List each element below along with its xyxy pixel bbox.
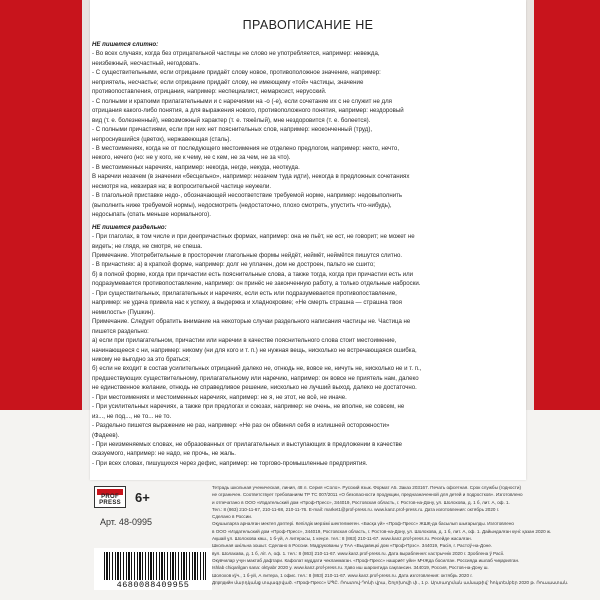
rule-line: противопоставления, отрицания, например: неспециалист, немарксист, неруcский. xyxy=(92,88,327,96)
barcode xyxy=(94,548,212,590)
rule-line: - При глаголах, в том числе и при деепричастных формах, например: она не пьёт, не ест, не говорит; не может не xyxy=(92,233,415,241)
rule-line: непроснувшийся (цветок), нержавеющая (сталь). xyxy=(92,135,232,143)
section-together-text xyxy=(92,49,524,219)
info-line: Тел.: 8 (863) 210-11-67, 210-11-68, 210-11-76. E-mail: market1@prof-press.ru. www.kanz.prof-press.ru. Дата изготовления: октябрь 2020 г. xyxy=(212,506,500,512)
red-cover-band-left xyxy=(0,0,82,410)
barcode-number: 4680088409955 xyxy=(116,580,190,590)
info-line: Ishlab chiqarilgan sana: oktyabr 2020 y. www.kanz.prof-press.ru. Ҳаво иш шароитида сақлансин. 344019, Россия, Ростов-на-Дону ш. xyxy=(212,565,489,571)
rule-line: немилость» (Пушкин). xyxy=(92,308,155,316)
rule-line: - При всех словах, пишущихся через дефис, например: не торгово-промышленные предприятия. xyxy=(92,459,368,467)
rule-line: - Во всех случаях, когда без отрицательной частицы не слово не употребляется, например: невежда, xyxy=(92,50,380,58)
rule-line: (выполнить ниже требуемой нормы), недосмотреть (недостаточно, плохо смотреть, упустить что-нибудь), xyxy=(92,201,392,209)
rule-line: например: не удача привела нас к успеху, а выдержка и хладнокровие; «Не смерть страшна — страшна твоя xyxy=(92,299,402,307)
rule-line: - В местоименных наречиях, например: некогда, негде, некуда, неоткуда. xyxy=(92,163,300,171)
info-line: Школьная шкільна зошыт. Сделано в России. Мадрукованы у ТАА «Выдавецкі дом «Проф-Прэс». 344019, Расія, г. Растоў-на-Доне. xyxy=(212,543,493,549)
manufacturer-info xyxy=(212,484,597,586)
rules-content xyxy=(90,40,526,468)
rule-line: - В причастиях: а) в краткой форме, например: долг не уплачен, дом не достроен, пальто не сшито; xyxy=(92,261,375,269)
rule-line: вид (т. е. болезненный), невозможный характер (т. е. тяжёлый), мне нездоровится (т. е. болеется). xyxy=(92,116,371,124)
rule-line: - С существительными, если отрицание придаёт слову новое, противоположное значение, например: xyxy=(92,69,381,77)
rule-line: отрицания какого-либо понятия, а для выражения нового, противоположного понятия, например: нездоровый xyxy=(92,107,404,115)
rule-line: некого, нечего (но: не у кого, не к чему, не с кем, не за чем, не за что). xyxy=(92,154,291,162)
rule-line: - С полными причастиями, если при них нет пояснительных слов, например: неоконченный (труд), xyxy=(92,126,373,134)
rule-line: начинающееся с ни, например: никому (ни для кого и т. п.) не нужная вещь, нисколько не встречающаяся ошибка, xyxy=(92,346,417,354)
rule-line: - Раздельно пишется выражение не раз, например: «Не раз он обвинял себя в излишней осторожности» xyxy=(92,422,390,430)
rule-line: - При существительных, прилагательных и наречиях, если есть или подразумевается противопоставление, xyxy=(92,289,397,297)
rule-line: недосыпать (спать меньше нормального). xyxy=(92,211,211,219)
rule-line: - При усилительных наречиях, а также при предлогах и союзах, например: не очень, не вполне, не совсем, не xyxy=(92,403,405,411)
rule-line: б) если не входит в состав усилительных отрицаний далеко не, отнюдь не, вовсе не, ничуть не, нисколько не и т. п., xyxy=(92,365,422,373)
info-line: Окувчилар учун мактаб дафтари. Кафолат муддати чекланмаган. «Проф-Пресс» нашриёт уйи» МЧЖда босилган. Россияда ишлаб чиқарилган. xyxy=(212,557,520,563)
barcode-bars xyxy=(104,552,206,580)
rule-line: (Фадеев). xyxy=(92,431,120,439)
rule-line: - В глагольной приставке недо-, обозначающей несоответствие требуемой норме, например: недовыполнить xyxy=(92,192,403,200)
section-separate-text xyxy=(92,232,524,468)
rule-line: никому не выгодно за это браться; xyxy=(92,355,191,363)
section-heading-together: НЕ пишется слитно: xyxy=(92,41,159,48)
info-line: не ограничен. Соответствует требованиям ТР ТС 007/2011 «О безопасности продукции, предназначенной для детей и подростков». Изготовлено xyxy=(212,492,523,498)
rule-line: Примечание. Употребительные в просторечии глагольные формы нейдёт, неймёт, неймётся пишутся слитно. xyxy=(92,251,403,259)
back-cover-info xyxy=(90,482,600,600)
rule-line: видеть; не глядя, не смотря, не спеша. xyxy=(92,242,203,250)
section-heading-separate: НЕ пишется раздельно: xyxy=(92,223,167,231)
info-line: и отпечатано в ООО «Издательский дом «Проф-Пресс», 344019, Ростовская область, г. Ростов-на-Дону, ул. Шолохова, д. 1 б, лит. А, оф. 1. xyxy=(212,499,510,505)
rule-line: б) в полной форме, когда при причастии есть пояснительные слова, а также тогда, когда при причастии есть или xyxy=(92,270,414,278)
rule-line: из..., не под..., не то... не то. xyxy=(92,412,172,420)
logo-text: PROF PRESS xyxy=(99,494,121,506)
rule-line: - При неизменяемых словах, не образованных от прилагательных и выступающих в предложении в качестве xyxy=(92,441,403,449)
rule-line: не единственное желание, отнюдь не справедливое решение, нисколько не лучший выход, далеко не достаточно. xyxy=(92,384,417,392)
rule-line: - При местоимениях и местоименных наречиях, например: не я, не этот, не всё, не иначе. xyxy=(92,393,347,401)
info-line: Ақшай ұл. Шолохова көш., 1 б-үй, А литерасы, 1 кеңсе. тел.: 8 (863) 210-11-67. www.kanz.prof-press.ru. Ресейде жасалған. xyxy=(212,536,472,542)
rule-line: несмотря на, невзирая на; в вопросительной частице неужели. xyxy=(92,182,272,190)
info-line: Оқушыларға арналған мектеп дәптері. Кепілдік мерзімі шектелмеген. «Басқа үй» «Проф-Пресс» ЖШҚ-да басылып шығарылды. Изготовлено xyxy=(212,521,514,527)
page-title: ПРАВОПИСАНИЕ НЕ xyxy=(242,18,374,32)
red-cover-band-right xyxy=(534,0,600,410)
rule-line: подразумевается противопоставление, например: он принёс не законченную работу, а только отдельные наброски. xyxy=(92,280,421,288)
rule-line: предшествующих существительному, прилагательному или наречию, например: он вовсе не приятель нам, далеко xyxy=(92,374,419,382)
rule-line: сказуемого, например: не надо, не прочь, не жаль. xyxy=(92,450,236,458)
article-number: Арт. 48-0995 xyxy=(100,517,152,527)
info-line: Тетрадь школьная ученическая, линия, 48 л. Серия «Соло». Русский язык. Формат А5. Заказ 203167. Печать офсетная. Срок службы (годности) xyxy=(212,485,521,490)
publisher-logo xyxy=(94,486,126,508)
info-line: вул. Шолахава, д. 1 б, літ. А, оф. 1. тел.: 8 (863) 210-11-67. www.kanz.prof-press.ru. Дата выраблення: кастрычнік 2020 г. Зроблена ў Расіі. xyxy=(212,550,505,556)
rule-line: а) если при прилагательном, причастии или наречии в качестве пояснительного слова стоит местоимение, xyxy=(92,337,397,345)
rule-line: В наречии незачем (в значении «бесцельно», например: незачем туда идти), некогда в предложных сочетаниях xyxy=(92,173,410,181)
rule-line: неизбежный, несчастный, негодовать. xyxy=(92,59,201,67)
info-line: Шолохов кўч., 1 б-уй, А литера, 1 офис. тел.: 8 (863) 210-11-67. www.kanz.prof-press.ru. Дата изготовления: октябрь 2020 г. xyxy=(212,572,473,578)
rule-line: - В местоимениях, когда не от последующего местоимения не отделено предлогом, например: некто, нечто, xyxy=(92,144,400,152)
info-line: в ООО «Издательский дом «Проф-Пресс», 344019, Ростовская область, г. Ростов-на-Дону, ул. Шолохова, д. 1 б, лит. А, оф. 1. Дайындалған күні: қазан 2020 ж. xyxy=(212,528,552,534)
rules-panel xyxy=(90,0,526,480)
info-line: Дпрпдийн մարդկանց տպագրված. «Проф-Пресс» ՍՊԸ. Ռոստով-Դոնի վրա, Շոլոխովի փ., 1 բ. Արտադրման ամսաթիվ՝ հոկտեմբեր 2020 թ. Ռուսաստան. xyxy=(212,579,569,585)
rule-line: Примечание. Следует обратить внимание на некоторые случаи раздельного написания частицы не. Частица не xyxy=(92,318,411,326)
age-rating: 6+ xyxy=(135,490,150,505)
rule-line: - С полными и краткими прилагательными и с наречиями на -о (-е), если сочетание их с не служит не для xyxy=(92,97,392,105)
rule-line: пишется раздельно: xyxy=(92,327,149,335)
info-line: Сделано в России. xyxy=(212,514,253,520)
rule-line: неприятель, несчастье; если отрицание придаёт слову, не имеющему «той» частицы, значение xyxy=(92,78,364,86)
